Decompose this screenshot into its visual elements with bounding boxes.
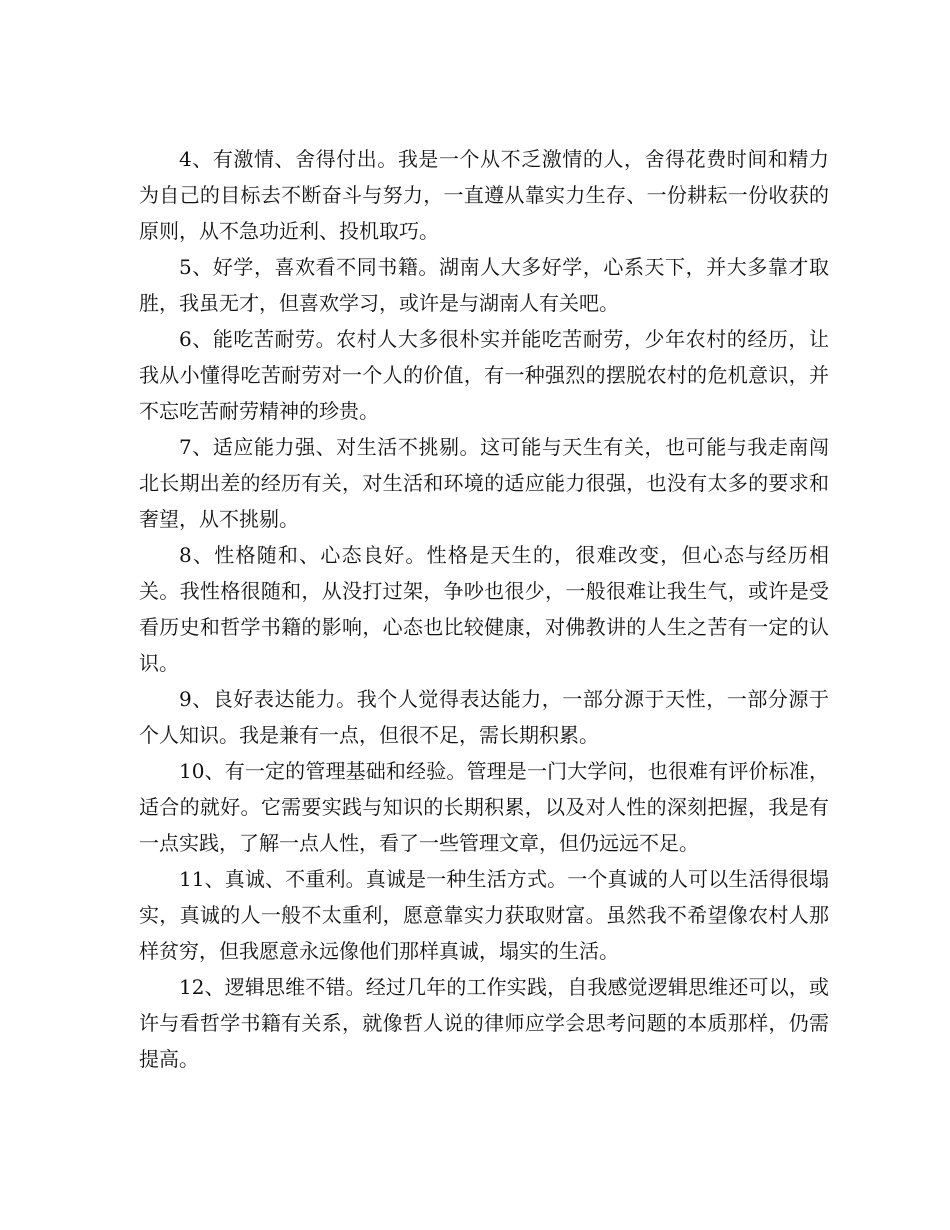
paragraph-item-9: 9、良好表达能力。我个人觉得表达能力，一部分源于天性，一部分源于个人知识。我是兼有一点，但很不足，需长期积累。 [139, 687, 829, 747]
paragraph-item-4: 4、有激情、舍得付出。我是一个从不乏激情的人，舍得花费时间和精力为自己的目标去不断奋斗与努力，一直遵从靠实力生存、一份耕耘一份收获的原则，从不急功近利、投机取巧。 [139, 147, 829, 243]
paragraph-item-7: 7、适应能力强、对生活不挑剔。这可能与天生有关，也可能与我走南闯北长期出差的经历有关，对生活和环境的适应能力很强，也没有太多的要求和奢望，从不挑剔。 [139, 435, 829, 531]
paragraph-item-12: 12、逻辑思维不错。经过几年的工作实践，自我感觉逻辑思维还可以，或许与看哲学书籍有关系，就像哲人说的律师应学会思考问题的本质那样，仍需提高。 [139, 975, 829, 1071]
paragraph-item-11: 11、真诚、不重利。真诚是一种生活方式。一个真诚的人可以生活得很塌实，真诚的人一般不太重利，愿意靠实力获取财富。虽然我不希望像农村人那样贫穷，但我愿意永远像他们那样真诚，塌实的生活。 [139, 867, 829, 963]
paragraph-item-8: 8、性格随和、心态良好。性格是天生的，很难改变，但心态与经历相关。我性格很随和，从没打过架，争吵也很少，一般很难让我生气，或许是受看历史和哲学书籍的影响，心态也比较健康，对佛教讲的人生之苦有一定的认识。 [139, 543, 829, 675]
paragraph-item-5: 5、好学，喜欢看不同书籍。湖南人大多好学，心系天下，并大多靠才取胜，我虽无才，但喜欢学习，或许是与湖南人有关吧。 [139, 255, 829, 315]
document-body [139, 141, 829, 1077]
paragraph-item-10: 10、有一定的管理基础和经验。管理是一门大学问，也很难有评价标准，适合的就好。它需要实践与知识的长期积累，以及对人性的深刻把握，我是有一点实践，了解一点人性，看了一些管理文章，但仍远远不足。 [139, 759, 829, 855]
paragraph-item-6: 6、能吃苦耐劳。农村人大多很朴实并能吃苦耐劳，少年农村的经历，让我从小懂得吃苦耐劳对一个人的价值，有一种强烈的摆脱农村的危机意识，并不忘吃苦耐劳精神的珍贵。 [139, 327, 829, 423]
